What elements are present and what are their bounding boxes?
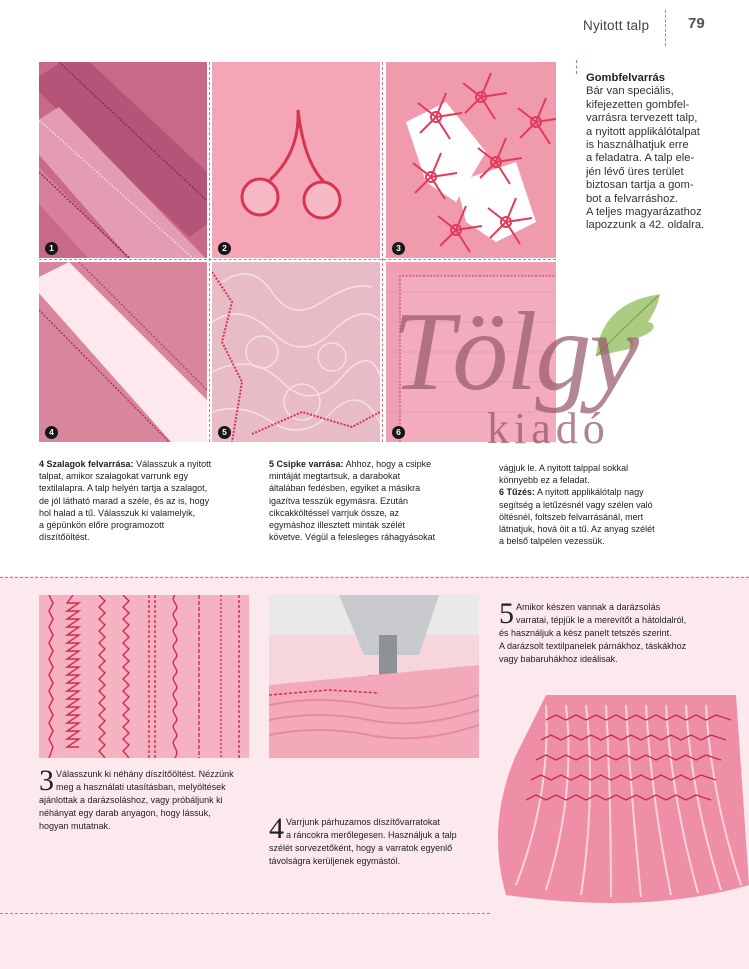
caption-line: díszítőöltést. [39,532,90,543]
caption-line: mintáját megtartsuk, a darabokat [269,471,401,482]
photo-smocked-panel [486,685,749,915]
sidebar-line: kifejezetten gombfel- [586,98,690,111]
sidebar-tip [586,72,710,233]
caption-topstitch [499,462,709,547]
sidebar-line: varrásra tervezett talp, [586,112,698,125]
caption-lace [269,458,489,543]
step-4 [269,812,484,868]
step-line: A darázsolt textilpanelek párnákhoz, táskákhoz [499,641,687,651]
photo-badge-2: 2 [218,242,231,255]
caption-line: cikcakköltéssel varrjuk össze, az [269,507,400,518]
photo-badge-3: 3 [392,242,405,255]
caption-line: textilalapra. A talp helyén tartja a szalagot, [39,483,208,494]
watermark-logo: Tölgy [392,290,638,414]
step-line: a ráncokra merőlegesen. Használjuk a talp [286,830,457,840]
step-line: néhányat egy darab anyagon, hogy lássuk, [39,808,211,818]
grid-divider-h [39,259,556,260]
grid-divider-v1 [209,62,210,442]
caption-line: vágjuk le. A nyitott talppal sokkal [499,463,629,473]
caption-line: A nyitott applikálótalp nagy [535,487,644,498]
grid-divider-v2 [382,62,383,442]
caption-line: könnyebb ez a feladat. [499,475,590,486]
caption-title: 6 Tűzés: [499,487,536,498]
section-title: Nyitott talp [583,18,650,33]
step-line: meg a használati utasításban, melyöltések [56,782,226,792]
caption-line: általában fedésben, egyiket a másikra [269,483,421,494]
sidebar-line: is használhatjuk erre [586,139,689,152]
caption-line: segítség a letűzésnél vagy szélen való [499,499,653,510]
photo-ribbon-4 [39,262,207,442]
caption-ribbons [39,458,261,543]
header-divider [665,10,666,46]
caption-line: de jól látható marad a széle, és az is, hogy [39,495,210,506]
caption-line: igazítva tesszük egymásra. Ezután [269,495,409,506]
photo-badge-1: 1 [45,242,58,255]
step-line: távolságra kerüljenek egymástól. [269,856,401,866]
photo-lace-5 [212,262,380,442]
sidebar-line: biztosan tartja a gom- [586,179,694,192]
sidebar-dash-top [576,60,577,74]
sidebar-line: jén lévő üres terület [586,165,684,178]
step-3 [39,764,254,833]
sidebar-line: lapozzunk a 42. oldalra. [586,219,705,232]
step-line: Amikor készen vannak a darázsolás [516,602,661,612]
sidebar-heading: Gombfelvarrás [586,72,665,84]
step-line: Válasszunk ki néhány díszítőöltést. Nézzünk [56,769,234,779]
sidebar-line: bot a felvarráshoz. [586,192,679,205]
photo-ribbons-1 [39,62,207,258]
caption-line: látnatjuk, hová öit a tű. Az anyag szélét [499,524,655,535]
photo-badge-6: 6 [392,426,405,439]
step-line: varratai, tépjük le a merevítőt a hátoldalról, [516,615,687,625]
caption-line: Válasszuk a nyitott [133,459,212,469]
step-3-number: 3 [39,764,54,797]
page-number: 79 [688,15,705,32]
caption-line: követve. Végül a felesleges ráhagyásokat [269,532,436,543]
photo-flowers-3 [386,62,556,258]
photo-sewing-machine [269,595,479,758]
caption-line: a gépünkön előre programozott [39,520,165,531]
footer-divider [0,913,490,914]
caption-line: Ahhoz, hogy a csipke [343,459,432,469]
photo-cherries-2 [212,62,380,258]
caption-title: 4 Szalagok felvarrása: [39,459,134,469]
sidebar-line: Bár van speciális, [586,85,674,98]
photo-stitch-samples [39,595,249,758]
step-5-number: 5 [499,597,514,630]
caption-line: egymáshoz illesztett minták szélét [269,520,406,531]
step-5 [499,597,739,666]
sidebar-line: a feladatra. A talp ele- [586,152,695,165]
step-4-number: 4 [269,812,284,845]
photo-badge-4: 4 [45,426,58,439]
caption-line: talpat, amikor szalagokat varrunk egy [39,471,189,482]
step-line: és használjuk a kész panelt tetszés szerint. [499,628,672,638]
step-line: ajánlottak a darázsoláshoz, vagy próbáljunk ki [39,795,223,805]
watermark-sub: kiadó [487,404,610,453]
step-line: szélét sorvezetőként, hogy a varratok egyenlő [269,843,453,853]
caption-line: hol halad a tű. Válasszuk ki valamelyik, [39,507,196,518]
caption-title: 5 Csipke varrása: [269,459,344,469]
photo-badge-5: 5 [218,426,231,439]
steps-divider [0,577,749,578]
caption-line: öltésnél, foltszeb felvarrásánál, mert [499,511,644,522]
step-line: hogyan mutatnak. [39,821,111,831]
sidebar-line: A teljes magyarázathoz [586,206,702,219]
caption-line: a belső talpélen vezessük. [499,536,605,547]
sidebar-line: a nyitott applikálótalpat [586,125,700,138]
step-line: vagy babaruhákhoz ideálisak. [499,654,618,664]
step-line: Varrjunk párhuzamos díszítővarratokat [286,817,440,827]
